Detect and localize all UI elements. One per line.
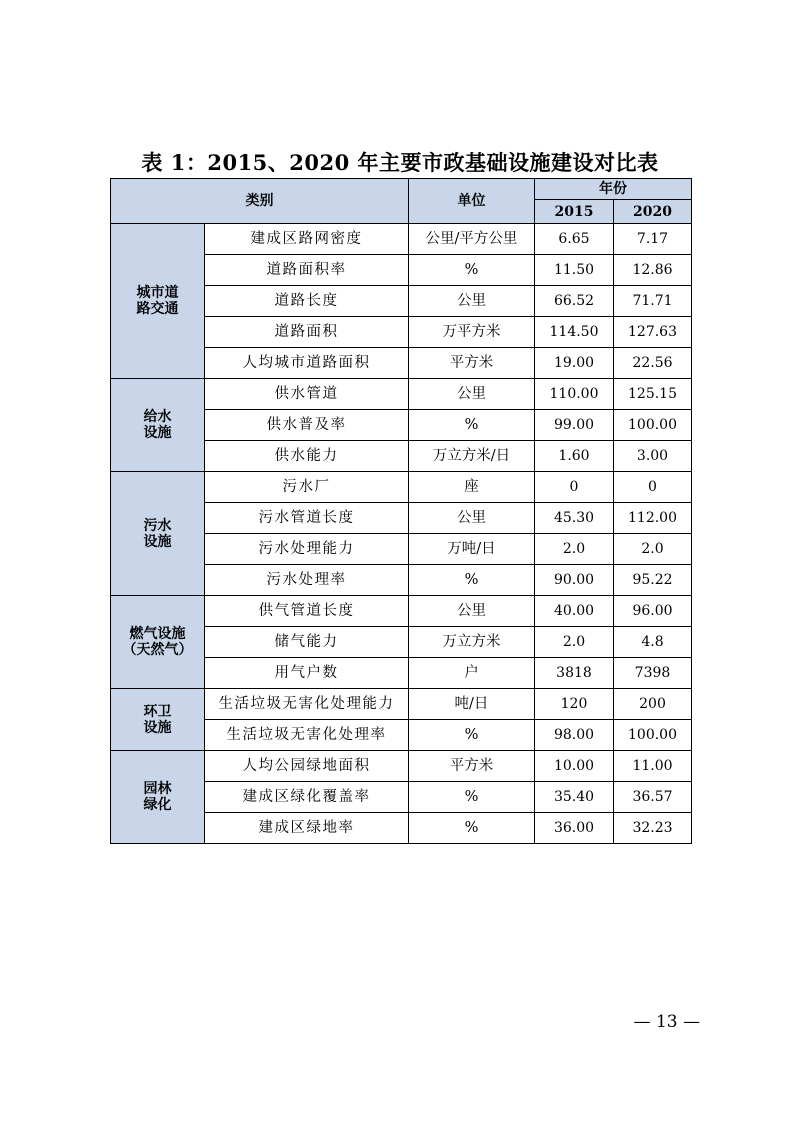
table-body (111, 224, 692, 844)
item-name-cell: 污水管道长度 (205, 503, 409, 534)
value-2015-cell: 110.00 (535, 379, 614, 410)
value-2015-cell: 36.00 (535, 813, 614, 844)
table-row (111, 751, 692, 782)
category-cell (111, 596, 205, 689)
table-row (111, 596, 692, 627)
value-2015-cell: 35.40 (535, 782, 614, 813)
category-label-line: （天然气） (122, 642, 193, 658)
item-name-cell: 供水能力 (205, 441, 409, 472)
header-unit: 单位 (409, 179, 535, 224)
unit-cell: 户 (409, 658, 535, 689)
category-cell (111, 224, 205, 379)
header-category: 类别 (111, 179, 409, 224)
value-2020-cell: 3.00 (614, 441, 692, 472)
value-2015-cell: 45.30 (535, 503, 614, 534)
unit-cell: 吨/日 (409, 689, 535, 720)
item-name-cell: 道路面积 (205, 317, 409, 348)
value-2020-cell: 36.57 (614, 782, 692, 813)
value-2020-cell: 127.63 (614, 317, 692, 348)
value-2020-cell: 125.15 (614, 379, 692, 410)
value-2015-cell: 99.00 (535, 410, 614, 441)
category-label-line: 燃气设施 (129, 626, 186, 642)
unit-cell: 万平方米 (409, 317, 535, 348)
unit-cell: % (409, 255, 535, 286)
header-year-2020: 2020 (614, 200, 692, 224)
value-2015-cell: 66.52 (535, 286, 614, 317)
unit-cell: % (409, 410, 535, 441)
category-cell (111, 472, 205, 596)
unit-cell: 公里/平方公里 (409, 224, 535, 255)
item-name-cell: 人均公园绿地面积 (205, 751, 409, 782)
item-name-cell: 污水厂 (205, 472, 409, 503)
table-header (111, 179, 692, 224)
value-2015-cell: 120 (535, 689, 614, 720)
value-2015-cell: 11.50 (535, 255, 614, 286)
value-2020-cell: 71.71 (614, 286, 692, 317)
item-name-cell: 污水处理率 (205, 565, 409, 596)
value-2020-cell: 200 (614, 689, 692, 720)
item-name-cell: 人均城市道路面积 (205, 348, 409, 379)
unit-cell: % (409, 565, 535, 596)
value-2020-cell: 96.00 (614, 596, 692, 627)
value-2020-cell: 100.00 (614, 410, 692, 441)
value-2020-cell: 7.17 (614, 224, 692, 255)
item-name-cell: 建成区绿地率 (205, 813, 409, 844)
unit-cell: 平方米 (409, 348, 535, 379)
table-row (111, 472, 692, 503)
value-2015-cell: 3818 (535, 658, 614, 689)
unit-cell: % (409, 720, 535, 751)
category-label-line: 绿化 (143, 797, 172, 813)
page-number: — 13 — (633, 1012, 700, 1032)
value-2020-cell: 2.0 (614, 534, 692, 565)
unit-cell: 平方米 (409, 751, 535, 782)
header-year-group: 年份 (535, 179, 692, 200)
item-name-cell: 供气管道长度 (205, 596, 409, 627)
value-2020-cell: 100.00 (614, 720, 692, 751)
item-name-cell: 道路面积率 (205, 255, 409, 286)
value-2020-cell: 0 (614, 472, 692, 503)
category-label-line: 设施 (143, 425, 172, 441)
value-2015-cell: 114.50 (535, 317, 614, 348)
unit-cell: 公里 (409, 503, 535, 534)
item-name-cell: 建成区绿化覆盖率 (205, 782, 409, 813)
value-2020-cell: 95.22 (614, 565, 692, 596)
table-row (111, 224, 692, 255)
category-label-line: 环卫 (143, 703, 172, 720)
unit-cell: 公里 (409, 379, 535, 410)
category-cell (111, 751, 205, 844)
value-2015-cell: 1.60 (535, 441, 614, 472)
value-2015-cell: 2.0 (535, 627, 614, 658)
item-name-cell: 储气能力 (205, 627, 409, 658)
value-2015-cell: 40.00 (535, 596, 614, 627)
category-label-line: 设施 (143, 719, 172, 736)
item-name-cell: 供水普及率 (205, 410, 409, 441)
unit-cell: 座 (409, 472, 535, 503)
category-cell (111, 689, 205, 751)
value-2015-cell: 90.00 (535, 565, 614, 596)
value-2020-cell: 32.23 (614, 813, 692, 844)
table-row (111, 689, 692, 720)
unit-cell: 万吨/日 (409, 534, 535, 565)
value-2020-cell: 7398 (614, 658, 692, 689)
category-cell (111, 379, 205, 472)
value-2020-cell: 4.8 (614, 627, 692, 658)
value-2020-cell: 11.00 (614, 751, 692, 782)
value-2015-cell: 2.0 (535, 534, 614, 565)
item-name-cell: 用气户数 (205, 658, 409, 689)
category-label-line: 园林 (143, 781, 172, 797)
item-name-cell: 生活垃圾无害化处理率 (205, 720, 409, 751)
unit-cell: 公里 (409, 596, 535, 627)
value-2015-cell: 10.00 (535, 751, 614, 782)
unit-cell: 万立方米 (409, 627, 535, 658)
item-name-cell: 道路长度 (205, 286, 409, 317)
unit-cell: % (409, 813, 535, 844)
value-2015-cell: 19.00 (535, 348, 614, 379)
item-name-cell: 供水管道 (205, 379, 409, 410)
category-label-line: 城市道 (136, 285, 179, 301)
unit-cell: % (409, 782, 535, 813)
item-name-cell: 建成区路网密度 (205, 224, 409, 255)
value-2015-cell: 6.65 (535, 224, 614, 255)
unit-cell: 万立方米/日 (409, 441, 535, 472)
document-title: 表 1：2015、2020 年主要市政基础设施建设对比表 (141, 150, 659, 175)
infrastructure-comparison-table (110, 178, 692, 844)
value-2020-cell: 12.86 (614, 255, 692, 286)
category-label-line: 设施 (143, 533, 172, 550)
value-2020-cell: 22.56 (614, 348, 692, 379)
unit-cell: 公里 (409, 286, 535, 317)
value-2015-cell: 0 (535, 472, 614, 503)
header-year-2015: 2015 (535, 200, 614, 224)
category-label-line: 污水 (143, 517, 172, 534)
value-2020-cell: 112.00 (614, 503, 692, 534)
table-row (111, 379, 692, 410)
category-label-line: 路交通 (136, 301, 179, 317)
category-label-line: 给水 (143, 409, 172, 425)
item-name-cell: 污水处理能力 (205, 534, 409, 565)
item-name-cell: 生活垃圾无害化处理能力 (205, 689, 409, 720)
value-2015-cell: 98.00 (535, 720, 614, 751)
